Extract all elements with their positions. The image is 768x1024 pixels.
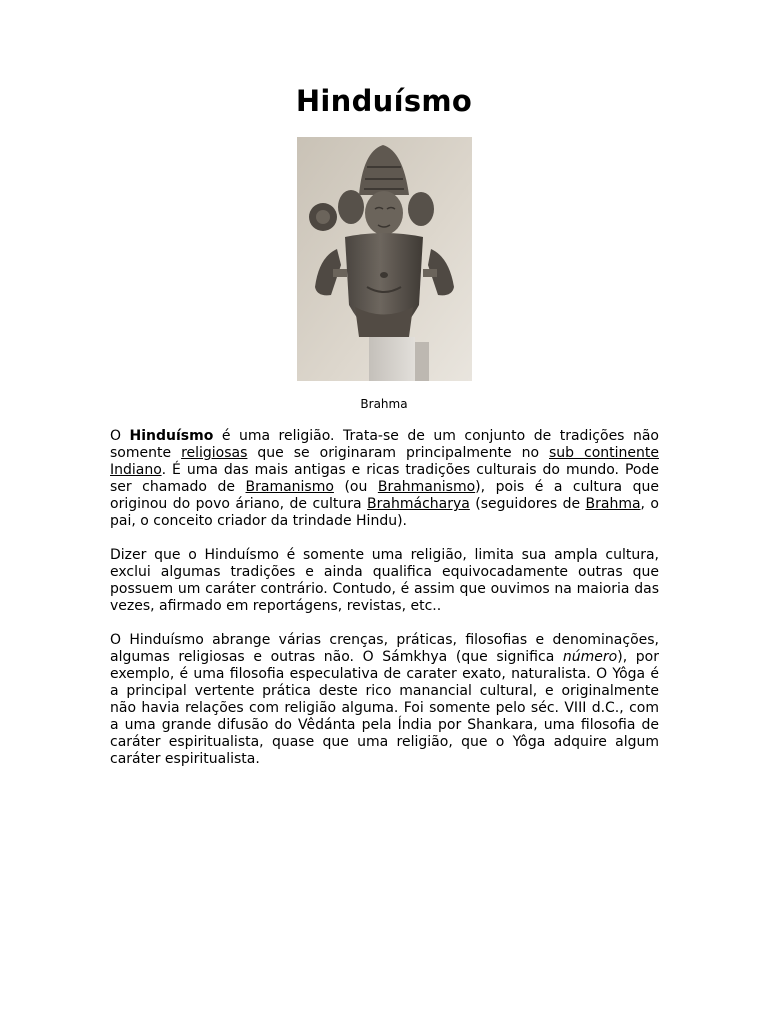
link-bramanismo[interactable]: Bramanismo: [245, 479, 334, 495]
paragraph-2: Dizer que o Hinduísmo é somente uma religião, limita sua ampla cultura, exclui algumas tradições e ainda qualifica equivocadamente outras que possuem um caráter contrário. Contudo, é assim que ouvimos na maioria das vezes, afirmado em reportágens, revistas, etc..: [110, 547, 659, 614]
paragraph-3: [110, 632, 659, 768]
link-brahmacharya[interactable]: Brahmácharya: [367, 496, 470, 512]
paragraph-text: (seguidores de: [469, 496, 586, 512]
statue-illustration: [297, 137, 472, 381]
paragraph-text: que se originaram principalmente no: [247, 445, 549, 461]
paragraph-text: , o pai, o conceito criador da trindade Hindu).: [110, 496, 660, 529]
paragraph-text: (ou: [333, 479, 378, 495]
bold-term: Hinduísmo: [129, 428, 214, 444]
paragraph-text: ), por exemplo, é uma filosofia especulativa de carater exato, naturalista. O Yôga é a principal vertente prática deste rico manancial cultural, e originalmente não havia relações com religião alguma. Foi somente pelo séc. VIII d.C., com a uma grande difusão do Vêdánta pela Índia por Shankara, uma filosofia de caráter espiritualista, quase que uma religião, que o Yôga adquire algum caráter espiritualista.: [110, 649, 660, 767]
link-brahma[interactable]: Brahma: [585, 496, 641, 512]
link-sub-continente-indiano[interactable]: sub continente Indiano: [110, 445, 659, 478]
italic-term: número: [562, 649, 618, 665]
paragraph-text: . É uma das mais antigas e ricas tradições culturais do mundo. Pode ser chamado de: [110, 462, 659, 495]
paragraph-text: ), pois é a cultura que originou do povo áriano, de cultura: [110, 479, 659, 512]
brahma-statue-image: [297, 137, 472, 381]
paragraph-text: O Hinduísmo abrange várias crenças, práticas, filosofias e denominações, algumas religiosas e outras não. O Sámkhya (que significa: [110, 632, 659, 665]
figure-caption: Brahma: [360, 397, 408, 411]
paragraph-1: [110, 428, 659, 530]
link-religiosas[interactable]: religiosas: [181, 445, 248, 461]
page-title: Hinduísmo: [295, 84, 473, 118]
paragraph-text: O: [110, 428, 130, 444]
link-brahmanismo[interactable]: Brahmanismo: [377, 479, 476, 495]
paragraph-text: é uma religião. Trata-se de um conjunto de tradições não somente: [110, 428, 659, 461]
article-body: [110, 428, 659, 785]
